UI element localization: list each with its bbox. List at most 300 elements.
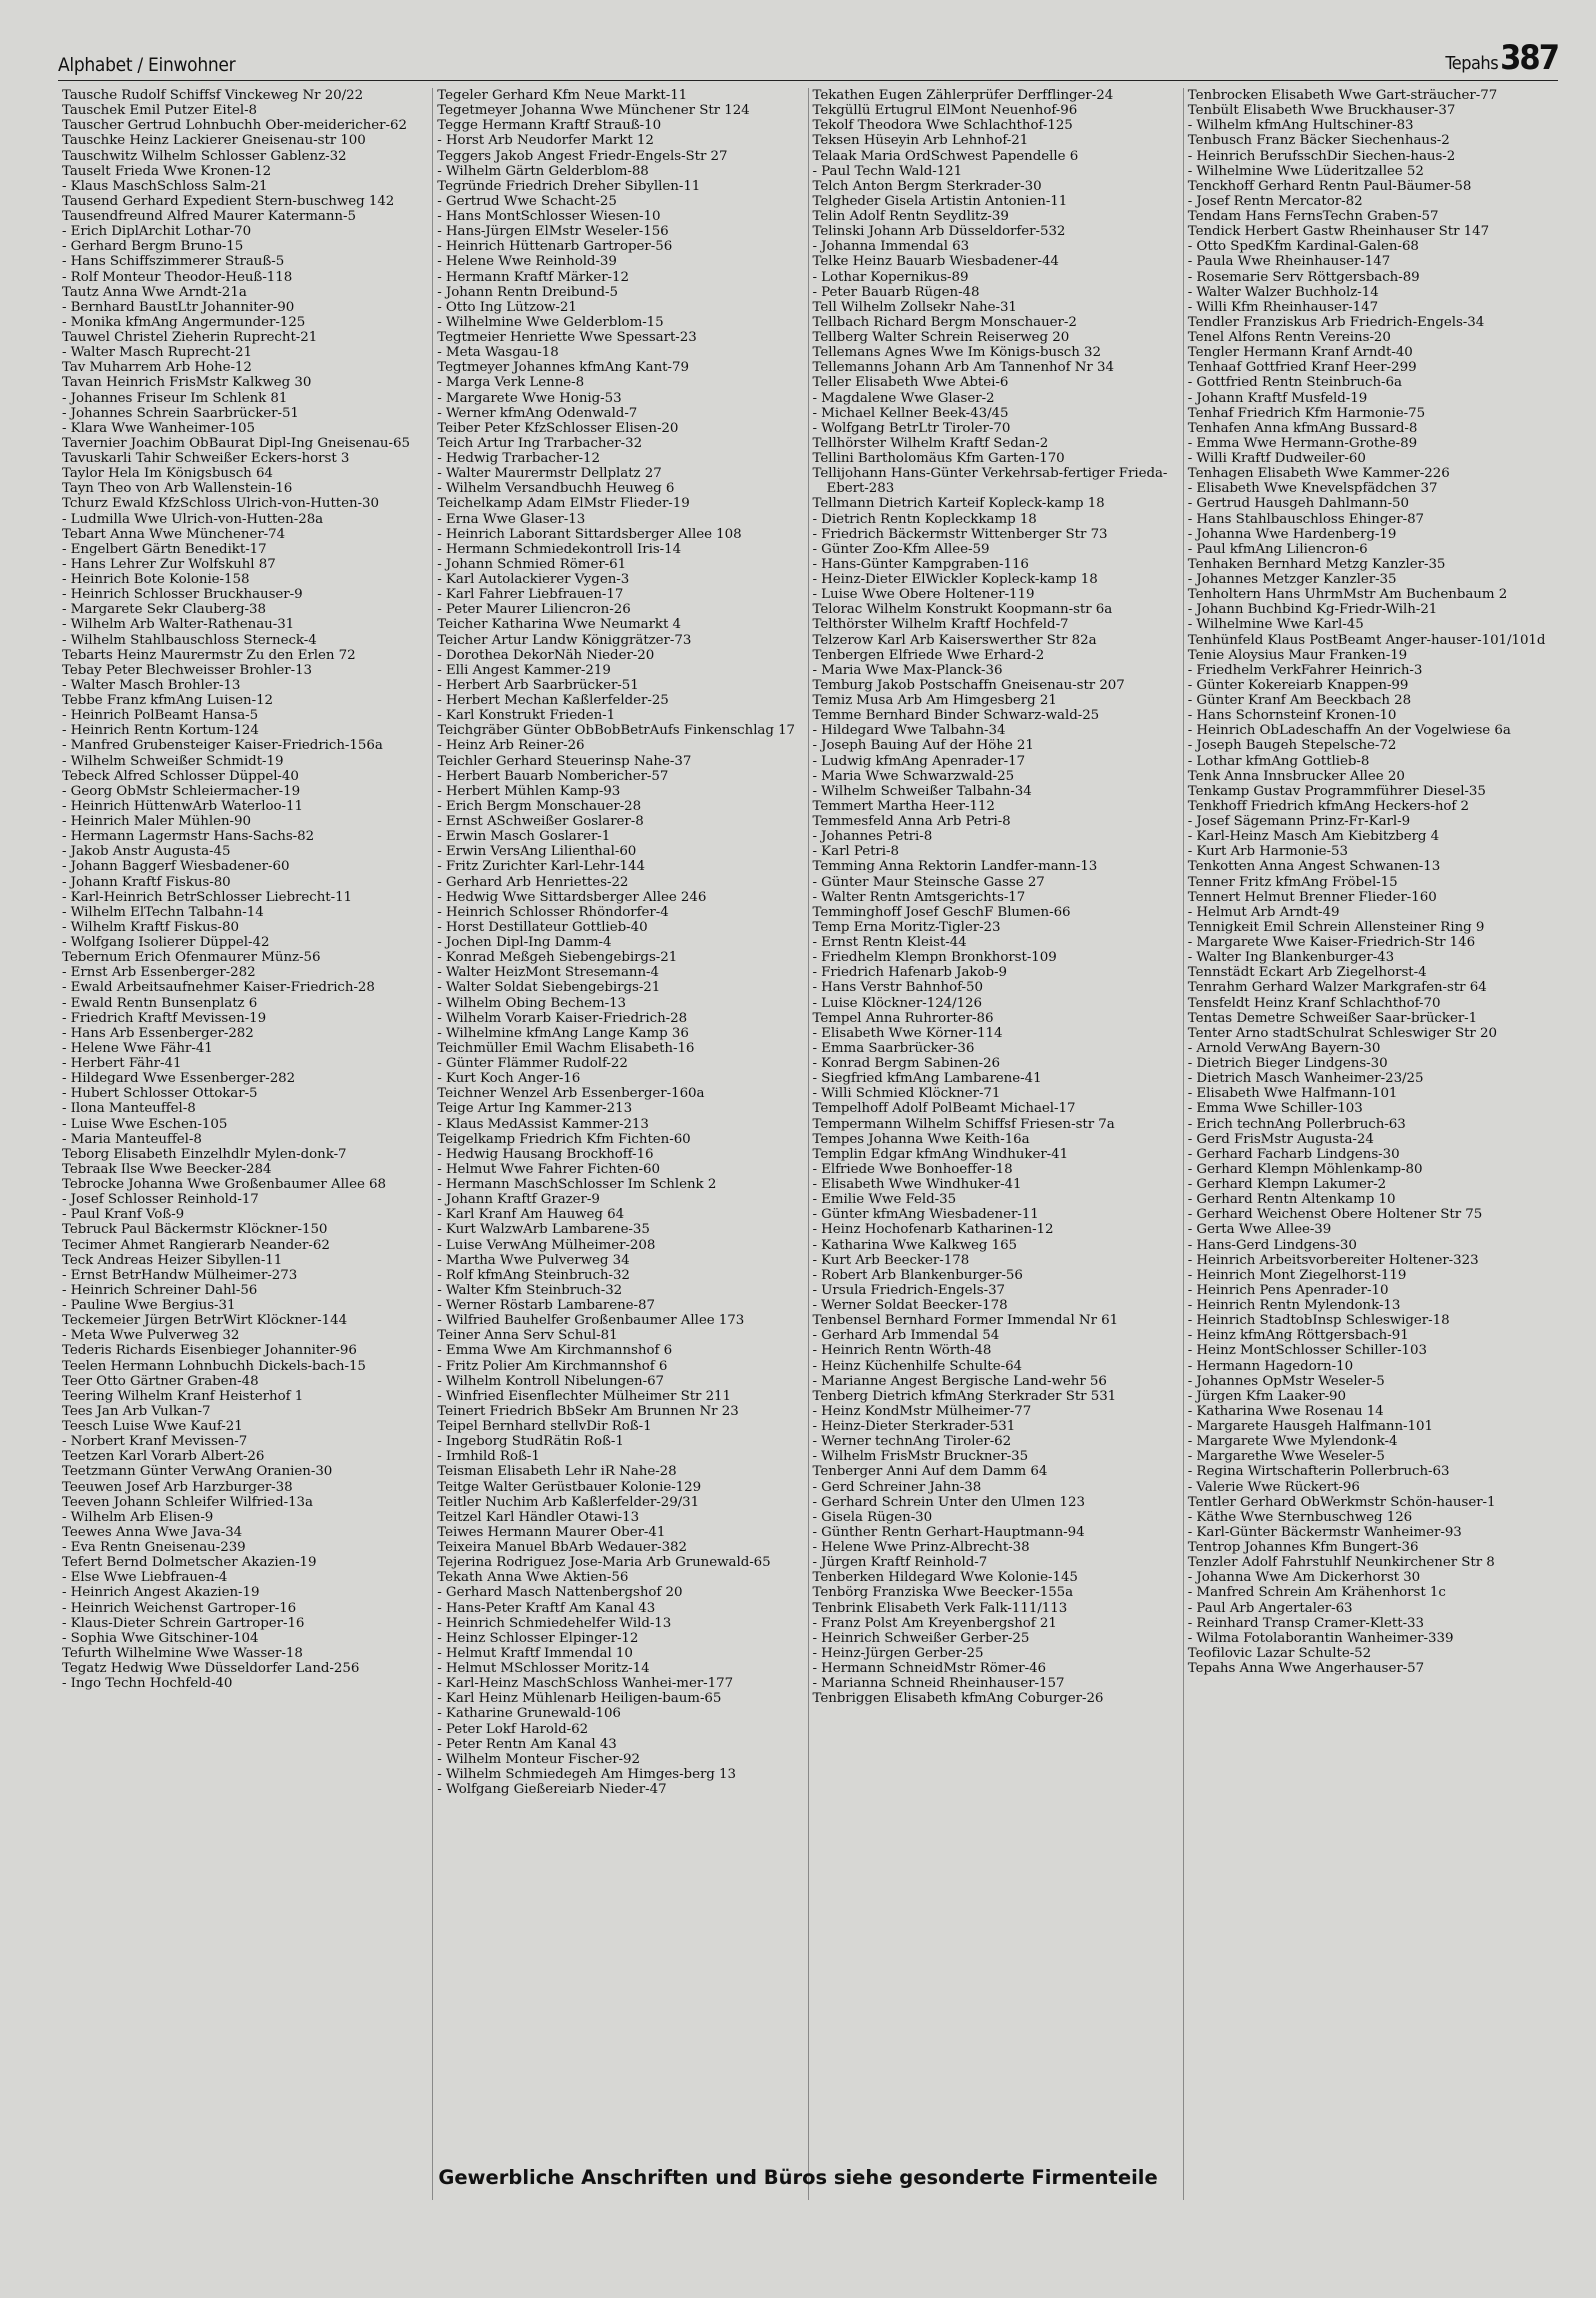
directory-entry: Tellemans Agnes Wwe Im Königs-busch 32	[812, 345, 1101, 361]
page-reference	[1445, 38, 1558, 78]
directory-entry: - Herbert Fähr-41	[62, 1056, 182, 1071]
directory-entry: - Margarete Hausgeh Halfmann-101	[1187, 1419, 1433, 1434]
directory-entry: - Rosemarie Serv Röttgersbach-89	[1187, 269, 1420, 285]
directory-entry: Tenhafen Anna kfmAng Bussard-8	[1187, 420, 1418, 436]
directory-entry: Tavernier Joachim ObBaurat Dipl-Ing Gneisenau-65	[62, 435, 410, 451]
directory-entry: Tensfeldt Heinz Kranf Schlachthof-70	[1187, 995, 1441, 1011]
directory-entry: - Engelbert Gärtn Benedikt-17	[62, 541, 267, 557]
directory-entry: - Otto Ing Lützow-21	[437, 299, 577, 315]
directory-entry: - Emma Wwe Hermann-Grothe-89	[1187, 435, 1418, 451]
directory-entry: - Heinz KondMstr Mülheimer-77	[812, 1403, 1032, 1419]
directory-entry: Tenbrink Elisabeth Verk Falk-111/113	[812, 1600, 1068, 1616]
directory-entry: Teisman Elisabeth Lehr iR Nahe-28	[437, 1464, 677, 1480]
directory-entry: - Klara Wwe Wanheimer-105	[62, 420, 255, 436]
directory-entry: Tausendfreund Alfred Maurer Katermann-5	[62, 209, 356, 224]
directory-entry: Teiwes Hermann Maurer Ober-41	[437, 1524, 666, 1540]
directory-entry: - Emma Saarbrücker-36	[812, 1040, 975, 1056]
directory-entry: Tebrocke Johanna Wwe Großenbaumer Allee 68	[62, 1177, 386, 1192]
directory-entry: - Franz Polst Am Kreyenbergshof 21	[812, 1615, 1057, 1631]
directory-entry: Tenbrocken Elisabeth Wwe Gart-sträucher-77	[1187, 88, 1498, 103]
directory-entry: - Siegfried kfmAng Lambarene-41	[812, 1071, 1042, 1087]
directory-entry: - Erich technAng Pollerbruch-63	[1187, 1116, 1406, 1132]
directory-entry: Tausend Gerhard Expedient Stern-buschweg 142	[62, 193, 395, 209]
directory-entry: - Robert Arb Blankenburger-56	[812, 1267, 1023, 1283]
directory-entry: - Josef Rentn Mercator-82	[1187, 193, 1363, 209]
page-header	[58, 38, 1558, 81]
directory-entry: - Klaus MaschSchloss Salm-21	[62, 178, 268, 194]
directory-entry: - Hermann MaschSchlosser Im Schlenk 2	[437, 1177, 717, 1192]
directory-entry: - Hans Schiffszimmerer Strauß-5	[62, 254, 285, 270]
directory-entry: - Helmut Arb Arndt-49	[1187, 904, 1340, 920]
directory-entry: Teesch Luise Wwe Kauf-21	[62, 1419, 243, 1434]
directory-entry: - Ewald Rentn Bunsenplatz 6	[62, 995, 258, 1011]
directory-entry: Teetzen Karl Vorarb Albert-26	[62, 1449, 265, 1465]
directory-entry: Tellmann Dietrich Karteif Kopleck-kamp 18	[812, 496, 1105, 512]
directory-entry: Telin Adolf Rentn Seydlitz-39	[812, 209, 1009, 224]
directory-entry: - Emma Wwe Am Kirchmannshof 6	[437, 1343, 673, 1359]
directory-entry: - Gerhard Arb Immendal 54	[812, 1328, 1000, 1344]
directory-entry: - Fritz Zurichter Karl-Lehr-144	[437, 859, 645, 875]
directory-entry: Teicher Artur Landw Königgrätzer-73	[437, 632, 692, 648]
directory-entry: Tefurth Wilhelmine Wwe Wasser-18	[62, 1645, 303, 1661]
directory-entry: - Wilhelm Stahlbauschloss Sterneck-4	[62, 632, 317, 648]
directory-entry: Tekgüllü Ertugrul ElMont Neuenhof-96	[812, 103, 1078, 119]
directory-entry: Tenel Alfons Rentn Vereins-20	[1187, 330, 1391, 345]
directory-entry: Teering Wilhelm Kranf Heisterhof 1	[62, 1388, 304, 1404]
directory-entry: - Eva Rentn Gneisenau-239	[62, 1540, 246, 1555]
directory-entry: - Günther Rentn Gerhart-Hauptmann-94	[812, 1524, 1085, 1540]
directory-entry: - Jürgen Kraftf Reinhold-7	[812, 1555, 988, 1571]
directory-entry: - Heinz kfmAng Röttgersbach-91	[1187, 1328, 1409, 1344]
directory-entry: - Ewald Arbeitsaufnehmer Kaiser-Friedrich-28	[62, 980, 375, 996]
directory-entry: Teichner Wenzel Arb Essenberger-160a	[437, 1086, 705, 1102]
directory-entry: - Wilhelm Kontroll Nibelungen-67	[437, 1373, 665, 1389]
directory-entry: - Heinrich Bote Kolonie-158	[62, 572, 250, 587]
directory-entry: - Marianna Schneid Rheinhauser-157	[812, 1676, 1065, 1692]
directory-entry: - Kurt Koch Anger-16	[437, 1071, 581, 1087]
directory-entry: Tegeler Gerhard Kfm Neue Markt-11	[437, 88, 688, 103]
directory-entry: - Heinrich Angest Akazien-19	[62, 1585, 260, 1601]
directory-entry: Teitler Nuchim Arb Kaßlerfelder-29/31	[437, 1494, 700, 1510]
directory-entry: Temme Bernhard Binder Schwarz-wald-25	[812, 708, 1100, 724]
directory-entry: - Fritz Polier Am Kirchmannshof 6	[437, 1358, 668, 1374]
directory-entry: Teofilovic Lazar Schulte-52	[1187, 1645, 1372, 1661]
directory-entry: Tenie Aloysius Maur Franken-19	[1187, 647, 1408, 663]
directory-entry: Temming Anna Rektorin Landfer-mann-13	[812, 859, 1098, 875]
directory-entry: - Martha Wwe Pulverweg 34	[437, 1252, 630, 1268]
directory-entry: - Heinrich Schlosser Rhöndorfer-4	[437, 904, 669, 920]
directory-entry: - Gertrud Wwe Schacht-25	[437, 193, 617, 209]
directory-entry: Tchurz Ewald KfzSchloss Ulrich-von-Hutten-30	[62, 496, 379, 512]
directory-entry: - Willi Schmied Klöckner-71	[812, 1086, 1001, 1102]
catch-word: Tepahs	[1445, 53, 1499, 74]
directory-entry: Telgheder Gisela Artistin Antonien-11	[812, 193, 1068, 209]
directory-entry: - Karl-Heinz Masch Am Kiebitzberg 4	[1187, 829, 1440, 845]
directory-entry: - Dorothea DekorNäh Nieder-20	[437, 647, 655, 663]
directory-entry: - Norbert Kranf Mevissen-7	[62, 1434, 248, 1450]
directory-entry: - Maria Wwe Schwarzwald-25	[812, 768, 1015, 784]
directory-entry: Tenberken Hildegard Wwe Kolonie-145	[812, 1570, 1078, 1586]
directory-entry: - Maria Wwe Max-Planck-36	[812, 662, 1003, 678]
directory-entry: - Elfriede Wwe Bonhoeffer-18	[812, 1161, 1013, 1177]
directory-entry: Tautz Anna Wwe Arndt-21a	[62, 284, 247, 300]
directory-entry: - Kurt WalzwArb Lambarene-35	[437, 1222, 650, 1238]
directory-entry: - Günter kfmAng Wiesbadener-11	[812, 1207, 1039, 1223]
directory-entry: Telinski Johann Arb Düsseldorfer-532	[812, 224, 1066, 240]
directory-entry: Teewes Anna Wwe Java-34	[62, 1524, 243, 1540]
directory-entry: - Herbert Bauarb Nombericher-57	[437, 768, 669, 784]
directory-entry: - Johann Rentn Dreibund-5	[437, 284, 618, 300]
directory-entry: Tenbriggen Elisabeth kfmAng Coburger-26	[812, 1691, 1104, 1707]
directory-entry: - Jakob Anstr Augusta-45	[62, 844, 231, 860]
directory-entry: - Regina Wirtschafterin Pollerbruch-63	[1187, 1464, 1450, 1480]
directory-entry: - Ludwig kfmAng Apenrader-17	[812, 753, 1026, 769]
directory-entry: - Günter Zoo-Kfm Allee-59	[812, 541, 990, 557]
directory-entry: Tenbergen Elfriede Wwe Erhard-2	[812, 647, 1045, 663]
directory-entry: Tenbült Elisabeth Wwe Bruckhauser-37	[1187, 103, 1456, 119]
directory-entry: - Werner Röstarb Lambarene-87	[437, 1298, 655, 1313]
directory-entry: - Irmhild Roß-1	[437, 1449, 540, 1465]
directory-columns	[58, 88, 1558, 2200]
directory-entry: - Hedwig Hausang Brockhoff-16	[437, 1146, 654, 1162]
directory-entry: - Jürgen Kfm Laaker-90	[1187, 1388, 1346, 1404]
directory-entry: - Manfred Schrein Am Krähenhorst 1c	[1187, 1585, 1446, 1601]
directory-entry: - Käthe Wwe Sternbuschweg 126	[1187, 1509, 1413, 1525]
directory-entry: Tenzler Adolf Fahrstuhlf Neunkirchener Str 8	[1187, 1555, 1495, 1571]
directory-entry: Tavan Heinrich FrisMstr Kalkweg 30	[62, 375, 312, 391]
directory-entry: - Gerd FrisMstr Augusta-24	[1187, 1131, 1374, 1147]
directory-entry: Teichmüller Emil Wachm Elisabeth-16	[437, 1040, 695, 1056]
directory-entry: - Gerhard Weichenst Obere Holtener Str 75	[1187, 1207, 1483, 1223]
directory-entry: Tenberger Anni Auf dem Damm 64	[812, 1464, 1048, 1480]
directory-entry: Tenkamp Gustav Programmführer Diesel-35	[1187, 783, 1486, 799]
directory-entry: - Josef Schlosser Reinhold-17	[62, 1192, 259, 1208]
directory-entry: - Margarete Sekr Clauberg-38	[62, 602, 266, 618]
directory-entry: - Wilhelm Obing Bechem-13	[437, 995, 627, 1011]
directory-entry: - Hans Lehrer Zur Wolfskuhl 87	[62, 556, 276, 572]
directory-entry: - Luise Klöckner-124/126	[812, 995, 982, 1011]
directory-entry: - Wolfgang Isolierer Düppel-42	[62, 935, 270, 950]
directory-entry: Tavuskarli Tahir Schweißer Eckers-horst 3	[62, 451, 350, 466]
directory-entry: - Else Wwe Liebfrauen-4	[62, 1570, 228, 1586]
directory-entry: - Hans MontSchlosser Wiesen-10	[437, 209, 661, 224]
directory-entry: Tenhaf Friedrich Kfm Harmonie-75	[1187, 405, 1426, 421]
directory-entry: - Klaus MedAssist Kammer-213	[437, 1116, 649, 1132]
directory-entry: Tebay Peter Blechweisser Brohler-13	[62, 662, 313, 678]
directory-entry: Teelen Hermann Lohnbuchh Dickels-bach-15	[62, 1358, 366, 1374]
directory-entry: - Paul Techn Wald-121	[812, 163, 963, 179]
directory-entry: - Hermann Hagedorn-10	[1187, 1358, 1354, 1374]
directory-entry: - Werner kfmAng Odenwald-7	[437, 405, 638, 421]
directory-entry: - Karl Heinz Mühlenarb Heiligen-baum-65	[437, 1691, 722, 1707]
directory-entry: Tausche Rudolf Schiffsf Vinckeweg Nr 20/22	[62, 88, 364, 103]
directory-entry: - Elli Angest Kammer-219	[437, 662, 611, 678]
directory-entry: - Ilona Manteuffel-8	[62, 1101, 196, 1117]
directory-entry: - Dietrich Bieger Lindgens-30	[1187, 1056, 1388, 1071]
directory-entry: - Otto SpedKfm Kardinal-Galen-68	[1187, 239, 1419, 255]
directory-entry: - Elisabeth Wwe Windhuker-41	[812, 1177, 1022, 1192]
directory-entry: Tekath Anna Wwe Aktien-56	[437, 1570, 629, 1586]
directory-entry: Tecimer Ahmet Rangierarb Neander-62	[62, 1237, 330, 1253]
footer-note: Gewerbliche Anschriften und Büros siehe gesonderte Firmenteile	[438, 2166, 1158, 2189]
directory-entry: Teborg Elisabeth Einzelhdlr Mylen-donk-7	[62, 1146, 347, 1162]
directory-entry: - Ernst ASchweißer Goslarer-8	[437, 814, 644, 829]
directory-entry: - Monika kfmAng Angermunder-125	[62, 314, 306, 330]
directory-entry: - Heinrich Schweißer Gerber-25	[812, 1630, 1030, 1646]
directory-entry: Tenhagen Elisabeth Wwe Kammer-226	[1187, 466, 1450, 482]
directory-entry: - Hans Arb Essenberger-282	[62, 1025, 254, 1041]
directory-entry: - Hans-Jürgen ElMstr Weseler-156	[437, 224, 669, 240]
directory-entry: - Walter Masch Ruprecht-21	[62, 345, 252, 361]
directory-entry: - Paul kfmAng Liliencron-6	[1187, 541, 1368, 557]
directory-entry: - Lothar kfmAng Gottlieb-8	[1187, 753, 1370, 769]
directory-entry: - Marga Verk Lenne-8	[437, 375, 585, 391]
directory-entry: - Wilhelm Versandbuchh Heuweg 6	[437, 481, 675, 497]
directory-entry: - Friedrich Hafenarb Jakob-9	[812, 965, 1007, 981]
directory-entry: - Elisabeth Wwe Knevelspfädchen 37	[1187, 481, 1438, 497]
directory-entry: - Gerhard Arb Henriettes-22	[437, 874, 629, 890]
directory-entry: Temiz Musa Arb Am Himgesberg 21	[812, 693, 1057, 708]
directory-entry: - Helmut MSchlosser Moritz-14	[437, 1661, 650, 1676]
directory-entry: - Johannes Petri-8	[812, 829, 933, 845]
directory-entry: Tebraak Ilse Wwe Beecker-284	[62, 1161, 272, 1177]
directory-entry: Teckemeier Jürgen BetrWirt Klöckner-144	[62, 1313, 348, 1329]
directory-entry: Tebruck Paul Bäckermstr Klöckner-150	[62, 1222, 328, 1238]
directory-entry: Teige Artur Ing Kammer-213	[437, 1101, 633, 1117]
directory-entry: - Johanna Wwe Am Dickerhorst 30	[1187, 1570, 1421, 1586]
directory-entry: - Johann Buchbind Kg-Friedr-Wilh-21	[1187, 602, 1438, 618]
directory-entry: - Hildegard Wwe Essenberger-282	[62, 1071, 296, 1087]
directory-entry: Tentas Demetre Schweißer Saar-brücker-1	[1187, 1010, 1478, 1026]
directory-entry: - Gerhard Klempn Lakumer-2	[1187, 1177, 1387, 1192]
directory-entry: Tenhaken Bernhard Metzg Kanzler-35	[1187, 556, 1446, 572]
directory-entry: - Johanna Immendal 63	[812, 239, 970, 255]
directory-entry: Tejerina Rodriguez Jose-Maria Arb Grunewald-65	[437, 1555, 771, 1571]
directory-entry: Tellemanns Johann Arb Am Tannenhof Nr 34	[812, 360, 1114, 376]
directory-entry: - Rolf kfmAng Steinbruch-32	[437, 1267, 630, 1283]
directory-entry: Teitzel Karl Händler Otawi-13	[437, 1509, 640, 1525]
directory-entry: - Elisabeth Wwe Halfmann-101	[1187, 1086, 1398, 1102]
directory-entry: - Heinrich Schmiedehelfer Wild-13	[437, 1615, 672, 1631]
directory-entry: Tebeck Alfred Schlosser Düppel-40	[62, 768, 299, 784]
directory-entry: - Winfried Eisenflechter Mülheimer Str 211	[437, 1388, 731, 1404]
directory-entry: - Paul Kranf Voß-9	[62, 1207, 185, 1223]
directory-entry: - Elisabeth Wwe Körner-114	[812, 1025, 1003, 1041]
directory-entry: - Heinz-Dieter Sterkrader-531	[812, 1419, 1016, 1434]
directory-entry: Tegetmeyer Johanna Wwe Münchener Str 124	[437, 103, 750, 119]
directory-entry: Tegründe Friedrich Dreher Sibyllen-11	[437, 178, 701, 194]
directory-entry: - Johannes Metzger Kanzler-35	[1187, 572, 1397, 587]
directory-entry: - Klaus-Dieter Schrein Gartroper-16	[62, 1615, 305, 1631]
directory-entry: - Wilhelmine Wwe Gelderblom-15	[437, 314, 664, 330]
directory-entry: - Pauline Wwe Bergius-31	[62, 1298, 236, 1313]
directory-entry: - Heinrich Arbeitsvorbereiter Holtener-323	[1187, 1252, 1479, 1268]
directory-entry: - Dietrich Masch Wanheimer-23/25	[1187, 1071, 1424, 1087]
directory-entry: - Wilfried Bauhelfer Großenbaumer Allee 173	[437, 1313, 745, 1329]
directory-entry: - Johann Kraftf Fiskus-80	[62, 874, 231, 890]
directory-entry: Tekathen Eugen Zählerprüfer Derfflinger-24	[812, 88, 1114, 103]
directory-entry: Tegatz Hedwig Wwe Düsseldorfer Land-256	[62, 1661, 360, 1676]
directory-entry: - Erich Bergm Monschauer-28	[437, 798, 642, 814]
directory-entry: - Gottfried Rentn Steinbruch-6a	[1187, 375, 1402, 391]
directory-entry: - Wilhelm Gärtn Gelderblom-88	[437, 163, 649, 179]
directory-entry: Tengler Hermann Kranf Arndt-40	[1187, 345, 1413, 361]
directory-entry: - Wilhelmine Wwe Karl-45	[1187, 617, 1364, 633]
directory-entry: - Reinhard Transp Cramer-Klett-33	[1187, 1615, 1424, 1631]
directory-entry: Tepahs Anna Wwe Angerhauser-57	[1187, 1661, 1425, 1676]
directory-entry: - Karl Autolackierer Vygen-3	[437, 572, 630, 587]
directory-entry: - Karl Petri-8	[812, 844, 899, 860]
directory-entry: - Hermann Kraftf Märker-12	[437, 269, 629, 285]
directory-entry: - Helmut Kraftf Immendal 10	[437, 1645, 633, 1661]
directory-entry: - Günter Maur Steinsche Gasse 27	[812, 874, 1045, 890]
directory-entry: - Konrad Meßgeh Siebengebirgs-21	[437, 950, 678, 966]
directory-entry: - Wilhelm Schweißer Schmidt-19	[62, 753, 284, 769]
directory-entry: Telorac Wilhelm Konstrukt Koopmann-str 6a	[812, 602, 1113, 618]
directory-entry: - Günter Kranf Am Beeckbach 28	[1187, 693, 1412, 708]
directory-entry: - Wilhelm Vorarb Kaiser-Friedrich-28	[437, 1010, 688, 1026]
directory-entry: Tauschwitz Wilhelm Schlosser Gablenz-32	[62, 148, 347, 164]
directory-entry: - Friedrich Bäckermstr Wittenberger Str 73	[812, 526, 1108, 542]
directory-entry: - Herbert Arb Saarbrücker-51	[437, 677, 639, 693]
directory-entry: - Herbert Mechan Kaßlerfelder-25	[437, 693, 669, 708]
directory-entry: Tauwel Christel Zieherin Ruprecht-21	[62, 330, 318, 345]
directory-entry: Tentler Gerhard ObWerkmstr Schön-hauser-1	[1187, 1494, 1496, 1510]
directory-entry: - Georg ObMstr Schleiermacher-19	[62, 783, 301, 799]
directory-entry: Teggers Jakob Angest Friedr-Engels-Str 27	[437, 148, 728, 164]
directory-entry: - Katharina Wwe Rosenau 14	[1187, 1403, 1384, 1419]
directory-entry: - Walter Soldat Siebengebirgs-21	[437, 980, 661, 996]
directory-entry: - Jochen Dipl-Ing Damm-4	[437, 935, 612, 950]
directory-entry: - Heinrich StadtobInsp Schleswiger-18	[1187, 1313, 1450, 1329]
directory-entry: Tees Jan Arb Vulkan-7	[62, 1403, 211, 1419]
directory-entry: - Walter Masch Brohler-13	[62, 677, 241, 693]
directory-entry: - Emma Wwe Schiller-103	[1187, 1101, 1363, 1117]
directory-entry: - Karl Konstrukt Frieden-1	[437, 708, 616, 724]
directory-entry: Tav Muharrem Arb Hohe-12	[62, 360, 252, 376]
directory-entry: - Peter Bauarb Rügen-48	[812, 284, 980, 300]
directory-entry: - Willi Kraftf Dudweiler-60	[1187, 451, 1366, 466]
directory-entry: - Heinrich Rentn Kortum-124	[62, 723, 259, 739]
directory-entry: Tenter Arno stadtSchulrat Schleswiger Str 20	[1187, 1025, 1497, 1041]
directory-entry: - Gerhard Klempn Möhlenkamp-80	[1187, 1161, 1423, 1177]
directory-entry: - Gertrud Hausgeh Dahlmann-50	[1187, 496, 1409, 512]
directory-entry: - Wilma Fotolaborantin Wanheimer-339	[1187, 1630, 1454, 1646]
column-2	[432, 88, 807, 2200]
directory-entry: Tebarts Heinz Maurermstr Zu den Erlen 72	[62, 647, 356, 663]
directory-entry: - Heinrich Pens Apenrader-10	[1187, 1282, 1389, 1298]
directory-entry: - Günter Kokereiarb Knappen-99	[1187, 677, 1409, 693]
directory-entry: - Helmut Wwe Fahrer Fichten-60	[437, 1161, 660, 1177]
directory-entry: - Heinz Küchenhilfe Schulte-64	[812, 1358, 1023, 1374]
directory-entry: - Helene Wwe Prinz-Albrecht-38	[812, 1540, 1030, 1555]
directory-entry: Tennigkeit Emil Schrein Allensteiner Ring 9	[1187, 919, 1485, 935]
directory-entry: Tempermann Wilhelm Schiffsf Friesen-str 7a	[812, 1116, 1115, 1132]
directory-entry: - Horst Destillateur Gottlieb-40	[437, 919, 648, 935]
directory-entry: Tell Wilhelm Zollsekr Nahe-31	[812, 299, 1017, 315]
directory-entry: - Gerhard Rentn Altenkamp 10	[1187, 1192, 1396, 1208]
directory-entry: - Ingeborg StudRätin Roß-1	[437, 1434, 624, 1450]
directory-entry: - Josef Sägemann Prinz-Fr-Karl-9	[1187, 814, 1411, 829]
directory-entry: - Wilhelm kfmAng Hultschiner-83	[1187, 118, 1414, 134]
directory-entry: - Gerta Wwe Allee-39	[1187, 1222, 1332, 1238]
directory-entry: - Wilhelm Kraftf Fiskus-80	[62, 919, 239, 935]
directory-entry: - Hedwig Trarbacher-12	[437, 451, 600, 466]
directory-entry: Tennstädt Eckart Arb Ziegelhorst-4	[1187, 965, 1427, 981]
directory-entry: - Heinz-Dieter ElWickler Kopleck-kamp 18	[812, 572, 1098, 587]
directory-entry: - Karl Fahrer Liebfrauen-17	[437, 587, 624, 603]
directory-entry: - Walter Ing Blankenburger-43	[1187, 950, 1395, 966]
directory-entry: Tauschke Heinz Lackierer Gneisenau-str 100	[62, 133, 366, 149]
directory-entry: - Sophia Wwe Gitschiner-104	[62, 1630, 259, 1646]
directory-entry: - Wilhelm Arb Elisen-9	[62, 1509, 214, 1525]
directory-entry: - Manfred Grubensteiger Kaiser-Friedrich-156a	[62, 738, 383, 754]
directory-entry: Tebbe Franz kfmAng Luisen-12	[62, 693, 274, 708]
directory-entry: Tentrop Johannes Kfm Bungert-36	[1187, 1540, 1419, 1555]
directory-entry: - Walter Maurermstr Dellplatz 27	[437, 466, 662, 482]
directory-entry: Teipel Bernhard stellvDir Roß-1	[437, 1419, 652, 1434]
directory-entry: - Erich DiplArchit Lothar-70	[62, 224, 252, 240]
directory-entry: - Werner technAng Tiroler-62	[812, 1434, 1012, 1450]
directory-entry: - Karl Kranf Am Hauweg 64	[437, 1207, 625, 1223]
directory-entry: - Gerhard Facharb Lindgens-30	[1187, 1146, 1400, 1162]
directory-entry: - Kurt Arb Beecker-178	[812, 1252, 970, 1268]
directory-entry: - Heinrich BerufsschDir Siechen-haus-2	[1187, 148, 1456, 164]
directory-entry: Teichelkamp Adam ElMstr Flieder-19	[437, 496, 690, 512]
directory-entry: Tauselt Frieda Wwe Kronen-12	[62, 163, 272, 179]
directory-entry: Tenberg Dietrich kfmAng Sterkrader Str 531	[812, 1388, 1117, 1404]
directory-entry: Tellijohann Hans-Günter Verkehrsab-fertiger Frieda-Ebert-283	[812, 466, 1168, 497]
directory-entry: - Horst Arb Neudorfer Markt 12	[437, 133, 654, 149]
directory-entry: - Margarethe Wwe Weseler-5	[1187, 1449, 1385, 1465]
directory-entry: - Gerhard Schrein Unter den Ulmen 123	[812, 1494, 1085, 1510]
directory-entry: Temburg Jakob Postschaffn Gneisenau-str 207	[812, 677, 1125, 693]
directory-entry: - Heinrich Hüttenarb Gartroper-56	[437, 239, 673, 255]
directory-entry: Tempelhoff Adolf PolBeamt Michael-17	[812, 1101, 1076, 1117]
directory-entry: - Johann Baggerf Wiesbadener-60	[62, 859, 290, 875]
column-1	[58, 88, 432, 2200]
directory-entry: Temp Erna Moritz-Tigler-23	[812, 919, 1001, 935]
directory-entry: Tebernum Erich Ofenmaurer Münz-56	[62, 950, 321, 966]
directory-entry: - Hermann Schmiedekontroll Iris-14	[437, 541, 682, 557]
directory-entry: - Katharine Grunewald-106	[437, 1706, 621, 1722]
directory-entry: Teeuwen Josef Arb Harzburger-38	[62, 1479, 293, 1495]
directory-entry: - Peter Lokf Harold-62	[437, 1721, 589, 1737]
directory-entry: Teeven Johann Schleifer Wilfried-13a	[62, 1494, 313, 1510]
directory-entry: Tenbusch Franz Bäcker Siechenhaus-2	[1187, 133, 1450, 149]
directory-entry: - Ernst Rentn Kleist-44	[812, 935, 967, 950]
directory-entry: - Ludmilla Wwe Ulrich-von-Hutten-28a	[62, 511, 324, 527]
directory-entry: - Joseph Baugeh Stepelsche-72	[1187, 738, 1397, 754]
directory-entry: - Hermann SchneidMstr Römer-46	[812, 1661, 1047, 1676]
directory-entry: - Dietrich Rentn Kopleckkamp 18	[812, 511, 1037, 527]
directory-entry: - Hans-Gerd Lindgens-30	[1187, 1237, 1357, 1253]
directory-entry: Teinert Friedrich BbSekr Am Brunnen Nr 23	[437, 1403, 739, 1419]
directory-entry: Tebart Anna Wwe Münchener-74	[62, 526, 286, 542]
directory-entry: - Wilhelmine kfmAng Lange Kamp 36	[437, 1025, 689, 1041]
directory-entry: - Johanna Wwe Hardenberg-19	[1187, 526, 1397, 542]
directory-entry: Tegtmeyer Johannes kfmAng Kant-79	[437, 360, 689, 376]
directory-entry: Tegtmeier Henriette Wwe Spessart-23	[437, 330, 697, 345]
directory-entry: Tempes Johanna Wwe Keith-16a	[812, 1131, 1030, 1147]
directory-entry: Tellbach Richard Bergm Monschauer-2	[812, 314, 1077, 330]
directory-entry: - Gerd Schreiner Jahn-38	[812, 1479, 982, 1495]
directory-entry: - Heinrich Schlosser Bruckhauser-9	[62, 587, 303, 603]
directory-entry: Taylor Hela Im Königsbusch 64	[62, 466, 273, 482]
directory-entry: Teer Otto Gärtner Graben-48	[62, 1373, 259, 1389]
directory-entry: - Konrad Bergm Sabinen-26	[812, 1056, 1001, 1071]
directory-entry: - Wilhelm FrisMstr Bruckner-35	[812, 1449, 1029, 1465]
